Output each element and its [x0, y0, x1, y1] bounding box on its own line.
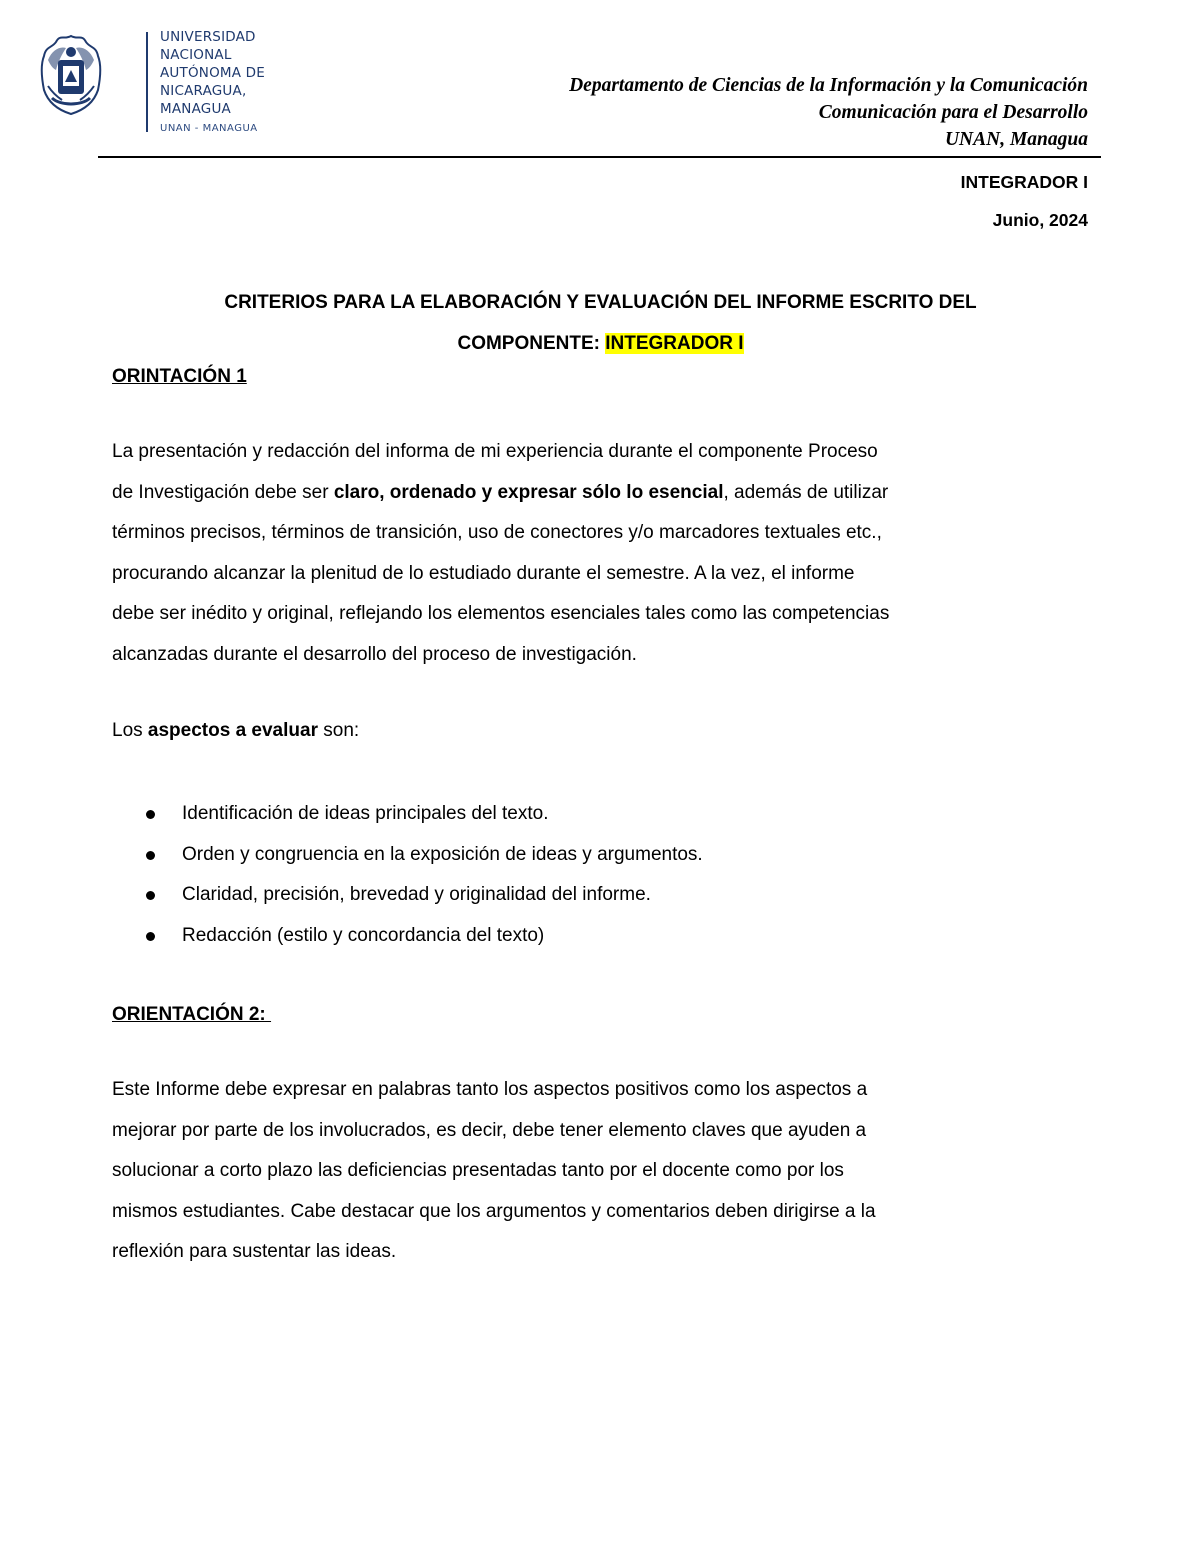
list-item-text: Orden y congruencia en la exposición de ideas y argumentos.: [182, 843, 703, 865]
bullet-icon: [146, 891, 155, 900]
paragraph-line: Este Informe debe expresar en palabras tanto los aspectos positivos como los aspectos a: [112, 1079, 868, 1100]
header-divider: [98, 156, 1101, 158]
orientation-2-heading: ORIENTACIÓN 2:: [112, 1004, 272, 1025]
title-line: [112, 323, 1089, 364]
paragraph-line: La presentación y redacción del informa de mi experiencia durante el componente Proceso: [112, 441, 878, 462]
paragraph-line: debe ser inédito y original, reflejando los elementos esenciales tales como las competencias: [112, 603, 890, 625]
paragraph-line: mismos estudiantes. Cabe destacar que los argumentos y comentarios deben dirigirse a la: [112, 1200, 876, 1222]
logo-line: UNIVERSIDAD: [160, 29, 256, 45]
university-seal-icon: [38, 30, 104, 116]
document-meta: [961, 170, 1088, 246]
orientation-1-paragraph: [112, 432, 1087, 676]
list-item-text: Claridad, precisión, brevedad y originalidad del informe.: [182, 884, 651, 905]
paragraph-line: reflexión para sustentar las ideas.: [112, 1241, 397, 1263]
paragraph-line: alcanzadas durante el desarrollo del proceso de investigación.: [112, 643, 637, 665]
paragraph-line: procurando alcanzar la plenitud de lo estudiado durante el semestre. A la vez, el informe: [112, 562, 855, 584]
list-item: [112, 879, 703, 920]
document-title: [112, 282, 1089, 364]
paragraph-emphasis: claro, ordenado y expresar sólo lo esencial: [333, 481, 724, 503]
aspects-bold: aspectos a evaluar: [147, 720, 318, 741]
program-name: Comunicación para el Desarrollo: [818, 102, 1088, 123]
bullet-icon: [146, 851, 155, 860]
list-item: [112, 920, 703, 961]
logo-subtitle: UNAN - MANAGUA: [160, 123, 258, 134]
university-name: [160, 28, 265, 138]
university-logo: [38, 28, 278, 140]
orientation-1-heading: ORINTACIÓN 1: [112, 366, 247, 387]
aspects-intro: [112, 720, 359, 742]
paragraph-line: términos precisos, términos de transición, uso de conectores y/o marcadores textuales etc.,: [112, 522, 882, 544]
logo-line: AUTÓNOMA DE: [160, 65, 266, 81]
bullet-icon: [146, 932, 155, 941]
paragraph-text: , además de utilizar: [723, 481, 889, 503]
paragraph-line: solucionar a corto plazo las deficiencias presentadas tanto por el docente como por los: [112, 1160, 844, 1182]
logo-divider: [146, 32, 148, 132]
title-highlight: INTEGRADOR I: [605, 333, 744, 354]
logo-line: MANAGUA: [160, 101, 231, 117]
department-info: [569, 72, 1088, 153]
list-item: [112, 798, 703, 839]
list-item-text: Redacción (estilo y concordancia del texto): [182, 924, 545, 946]
institution-name: UNAN, Managua: [944, 129, 1088, 150]
paragraph-text: de Investigación debe ser: [112, 481, 334, 503]
bullet-icon: [146, 810, 155, 819]
paragraph-line: mejorar por parte de los involucrados, es decir, debe tener elemento claves que ayuden a: [112, 1119, 867, 1141]
list-item: [112, 839, 703, 880]
paragraph-line: [112, 473, 1087, 514]
title-line: CRITERIOS PARA LA ELABORACIÓN Y EVALUACIÓN DEL INFORME ESCRITO DEL: [224, 292, 977, 313]
document-date: Junio, 2024: [992, 210, 1088, 230]
aspects-suffix: son:: [317, 720, 360, 741]
evaluation-criteria-list: [112, 798, 703, 960]
aspects-prefix: Los: [112, 720, 148, 741]
department-name: Departamento de Ciencias de la Información y la Comunicación: [569, 75, 1088, 96]
course-name: INTEGRADOR I: [960, 172, 1088, 192]
title-prefix: COMPONENTE:: [457, 333, 606, 354]
logo-line: NACIONAL: [160, 47, 232, 63]
logo-line: NICARAGUA,: [160, 83, 247, 99]
list-item-text: Identificación de ideas principales del texto.: [182, 803, 549, 824]
orientation-2-paragraph: [112, 1070, 1087, 1273]
